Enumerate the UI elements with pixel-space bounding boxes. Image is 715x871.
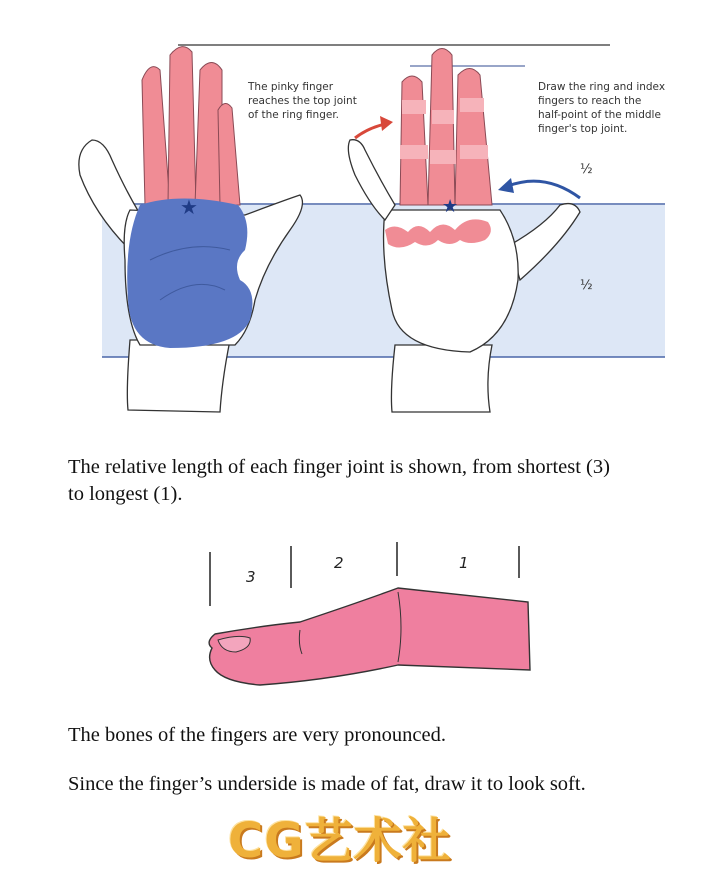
right-star-marker: ★ <box>442 196 459 217</box>
left-star-marker: ★ <box>180 195 198 219</box>
joint-length-paragraph: The relative length of each finger joint is shown, from shortest (3) to longest (1). <box>68 456 610 505</box>
cg-logo-watermark: CG艺术社 <box>228 813 452 869</box>
half-label-top: ½ <box>580 162 593 177</box>
segment-label-1: 1 <box>459 554 469 572</box>
half-label-bottom: ½ <box>580 278 593 293</box>
left-middle-finger <box>195 63 222 206</box>
blue-arrow <box>498 178 580 198</box>
underside-paragraph: Since the finger’s underside is made of fat, draw it to look soft. <box>68 773 586 795</box>
hand-proportion-illustration <box>0 0 715 430</box>
finger-side-illustration <box>0 530 715 700</box>
palm-blue-area <box>127 199 252 349</box>
left-pinky-finger <box>142 67 170 205</box>
right-index-finger <box>455 69 492 206</box>
ring-index-annotation: Draw the ring and index fingers to reach the half-point of the middle finger's top joint. <box>538 81 666 135</box>
segment-label-3: 3 <box>246 568 256 586</box>
left-ring-finger <box>168 47 196 205</box>
segment-label-2: 2 <box>334 554 344 572</box>
red-arrow <box>355 116 393 138</box>
pink-finger-profile <box>209 588 530 685</box>
bones-paragraph: The bones of the fingers are very pronounced. <box>68 724 446 746</box>
pinky-annotation: The pinky finger reaches the top joint of the ring finger. <box>248 81 357 121</box>
right-ring-finger <box>400 76 428 205</box>
right-middle-finger <box>428 49 455 206</box>
left-index-finger <box>218 103 240 205</box>
